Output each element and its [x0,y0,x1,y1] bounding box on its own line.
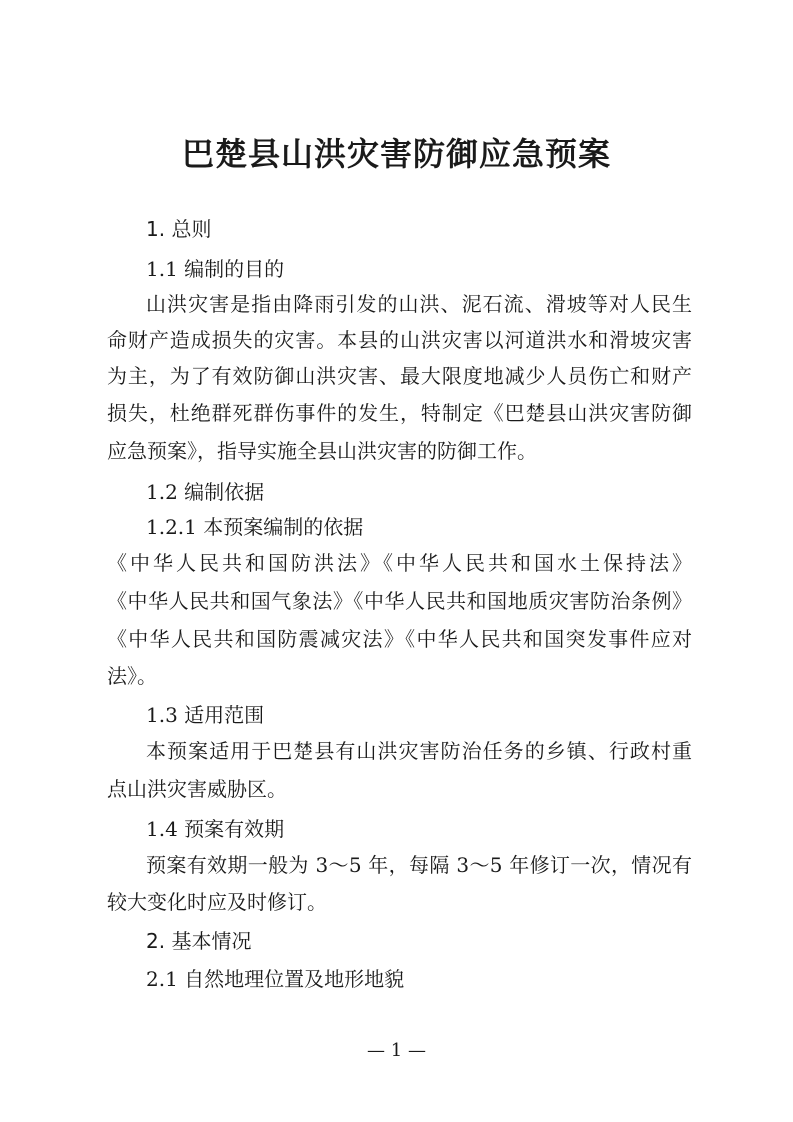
paragraph-line: 《中华人民共和国防震减灾法》《中华人民共和国突发事件应对 [107,627,692,651]
subsection-heading-2-1: 2.1 自然地理位置及地形地貌 [146,967,405,991]
paragraph-line: 预案有效期一般为 3～5 年，每隔 3～5 年修订一次，情况有 [146,853,692,877]
paragraph-line: 《中华人民共和国防洪法》《中华人民共和国水土保持法》 [107,551,692,575]
section-heading-2: 2. 基本情况 [146,929,252,953]
section-heading-1: 1. 总则 [146,217,212,241]
paragraph-line: 损失，杜绝群死群伤事件的发生，特制定《巴楚县山洪灾害防御 [107,401,692,425]
subsection-heading-1-4: 1.4 预案有效期 [146,817,285,841]
subsection-heading-1-2: 1.2 编制依据 [146,480,265,504]
paragraph-line: 点山洪灾害威胁区。 [107,777,287,801]
paragraph-line: 应急预案》，指导实施全县山洪灾害的防御工作。 [107,439,537,463]
page-number: — 1 — [367,1040,426,1061]
paragraph-line: 命财产造成损失的灾害。本县的山洪灾害以河道洪水和滑坡灾害 [107,328,692,352]
paragraph-line: 法》。 [107,664,157,688]
paragraph-line: 本预案适用于巴楚县有山洪灾害防治任务的乡镇、行政村重 [146,739,692,763]
subsection-heading-1-3: 1.3 适用范围 [146,703,265,727]
subsection-heading-1-1: 1.1 编制的目的 [146,257,285,281]
paragraph-line: 山洪灾害是指由降雨引发的山洪、泥石流、滑坡等对人民生 [146,292,692,316]
paragraph-line: 《中华人民共和国气象法》《中华人民共和国地质灾害防治条例》 [107,589,692,613]
subsection-heading-1-2-1: 1.2.1 本预案编制的依据 [146,515,364,539]
paragraph-line: 为主，为了有效防御山洪灾害、最大限度地减少人员伤亡和财产 [107,364,692,388]
document-title: 巴楚县山洪灾害防御应急预案 [181,135,611,173]
paragraph-line: 较大变化时应及时修订。 [107,890,327,914]
